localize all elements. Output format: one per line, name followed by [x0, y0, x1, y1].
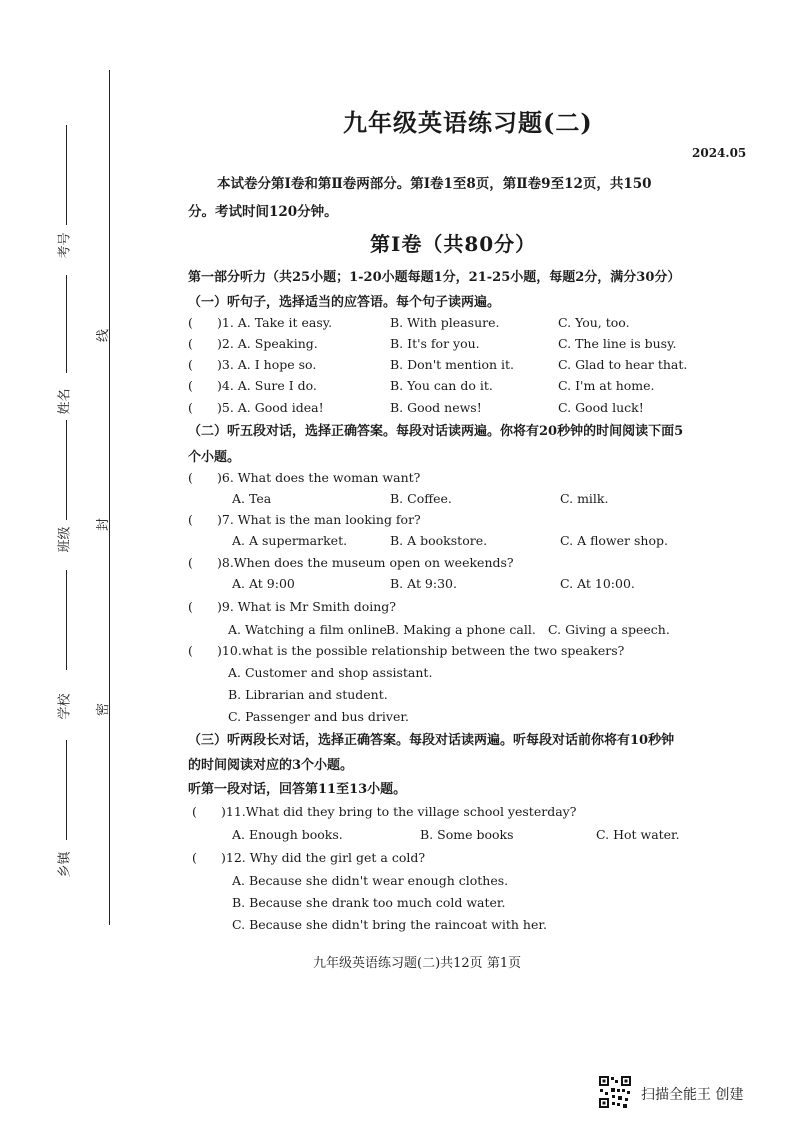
q12-option-c: C. Because she didn't bring the raincoat with her. [232, 917, 547, 932]
seal-mark-xian: 线 [96, 328, 112, 343]
q7-stem: )7. What is the man looking for? [217, 512, 421, 527]
q3-option-a: )3. A. I hope so. [217, 357, 317, 372]
exam-number-label: 考号 [57, 232, 73, 259]
answer-paren[interactable]: ( [188, 336, 193, 351]
class-label: 班级 [57, 526, 73, 553]
answer-paren[interactable]: ( [188, 599, 193, 614]
q6-stem: )6. What does the woman want? [217, 470, 421, 485]
sec1-heading: （一）听句子，选择适当的应答语。每个句子读两遍。 [188, 295, 501, 310]
answer-paren[interactable]: ( [188, 512, 193, 527]
q10-option-a: A. Customer and shop assistant. [228, 665, 433, 680]
name-blank [66, 275, 67, 373]
q5-option-a: )5. A. Good idea! [217, 400, 324, 415]
township-label: 乡镇 [57, 851, 73, 878]
q7-option-c: C. A flower shop. [560, 533, 668, 548]
q9-stem: )9. What is Mr Smith doing? [217, 599, 396, 614]
exam-date: 2024.05 [692, 146, 747, 160]
q10-option-b: B. Librarian and student. [228, 687, 388, 702]
scanner-watermark: 扫描全能王 创建 [641, 1087, 744, 1103]
volume-heading: 第Ⅰ卷（共80分） [370, 232, 537, 256]
q5-option-b: B. Good news! [390, 400, 482, 415]
answer-paren[interactable]: ( [192, 804, 197, 819]
q9-option-a: A. Watching a film online. [228, 622, 391, 637]
q6-option-a: A. Tea [232, 491, 272, 506]
q2-option-c: C. The line is busy. [558, 336, 677, 351]
page-title: 九年级英语练习题(二) [343, 108, 593, 137]
q4-option-b: B. You can do it. [390, 378, 493, 393]
q11-option-b: B. Some books [420, 827, 514, 842]
answer-paren[interactable]: ( [188, 378, 193, 393]
answer-paren[interactable]: ( [188, 357, 193, 372]
q2-option-a: )2. A. Speaking. [217, 336, 318, 351]
sec3-heading-line-2: 的时间阅读对应的3个小题。 [188, 758, 354, 773]
q11-stem: )11.What did they bring to the village school yesterday? [221, 804, 577, 819]
sec3-sub-heading: 听第一段对话，回答第11至13小题。 [188, 782, 407, 797]
part1-heading: 第一部分听力（共25小题；1-20小题每题1分，21-25小题，每题2分，满分30分） [188, 270, 681, 285]
q6-option-b: B. Coffee. [390, 491, 452, 506]
seal-mark-mi: 密 [96, 702, 112, 717]
name-label: 姓名 [57, 388, 73, 415]
page-footer: 九年级英语练习题(二)共12页 第1页 [313, 956, 522, 971]
q7-option-b: B. A bookstore. [390, 533, 488, 548]
q12-option-a: A. Because she didn't wear enough clothes. [232, 873, 509, 888]
intro-line-1: 本试卷分第Ⅰ卷和第Ⅱ卷两部分。第Ⅰ卷1至8页，第Ⅱ卷9至12页，共150 [217, 176, 652, 192]
q2-option-b: B. It's for you. [390, 336, 480, 351]
q9-option-b: B. Making a phone call. [386, 622, 536, 637]
answer-paren[interactable]: ( [188, 643, 193, 658]
answer-paren[interactable]: ( [188, 315, 193, 330]
q12-option-b: B. Because she drank too much cold water. [232, 895, 506, 910]
sec2-heading-line-1: （二）听五段对话，选择正确答案。每段对话读两遍。你将有20秒钟的时间阅读下面5 [188, 424, 684, 439]
q1-option-a: )1. A. Take it easy. [217, 315, 333, 330]
q1-option-b: B. With pleasure. [390, 315, 500, 330]
q4-option-a: )4. A. Sure I do. [217, 378, 317, 393]
q8-option-a: A. At 9:00 [232, 576, 295, 591]
intro-line-2: 分。考试时间120分钟。 [188, 204, 338, 220]
class-blank [66, 420, 67, 520]
q8-option-b: B. At 9:30. [390, 576, 457, 591]
exam-number-blank [66, 125, 67, 225]
school-label: 学校 [57, 693, 73, 720]
q1-option-c: C. You, too. [558, 315, 630, 330]
answer-paren[interactable]: ( [188, 400, 193, 415]
answer-paren[interactable]: ( [192, 850, 197, 865]
sec3-heading-line-1: （三）听两段长对话，选择正确答案。每段对话读两遍。听每段对话前你将有10秒钟 [188, 733, 675, 748]
township-blank [66, 740, 67, 840]
school-blank [66, 570, 67, 670]
q11-option-c: C. Hot water. [596, 827, 680, 842]
q8-option-c: C. At 10:00. [560, 576, 635, 591]
q12-stem: )12. Why did the girl get a cold? [221, 850, 426, 865]
q3-option-c: C. Glad to hear that. [558, 357, 688, 372]
q3-option-b: B. Don't mention it. [390, 357, 515, 372]
qr-code-icon [598, 1075, 632, 1109]
sec2-heading-line-2: 个小题。 [188, 450, 241, 465]
q10-option-c: C. Passenger and bus driver. [228, 709, 409, 724]
q8-stem: )8.When does the museum open on weekends? [217, 555, 514, 570]
q5-option-c: C. Good luck! [558, 400, 644, 415]
answer-paren[interactable]: ( [188, 555, 193, 570]
q10-stem: )10.what is the possible relationship between the two speakers? [217, 643, 625, 658]
q4-option-c: C. I'm at home. [558, 378, 655, 393]
q6-option-c: C. milk. [560, 491, 609, 506]
q7-option-a: A. A supermarket. [232, 533, 348, 548]
q9-option-c: C. Giving a speech. [548, 622, 670, 637]
binding-line [109, 70, 110, 925]
answer-paren[interactable]: ( [188, 470, 193, 485]
q11-option-a: A. Enough books. [232, 827, 343, 842]
seal-mark-feng: 封 [96, 517, 112, 532]
